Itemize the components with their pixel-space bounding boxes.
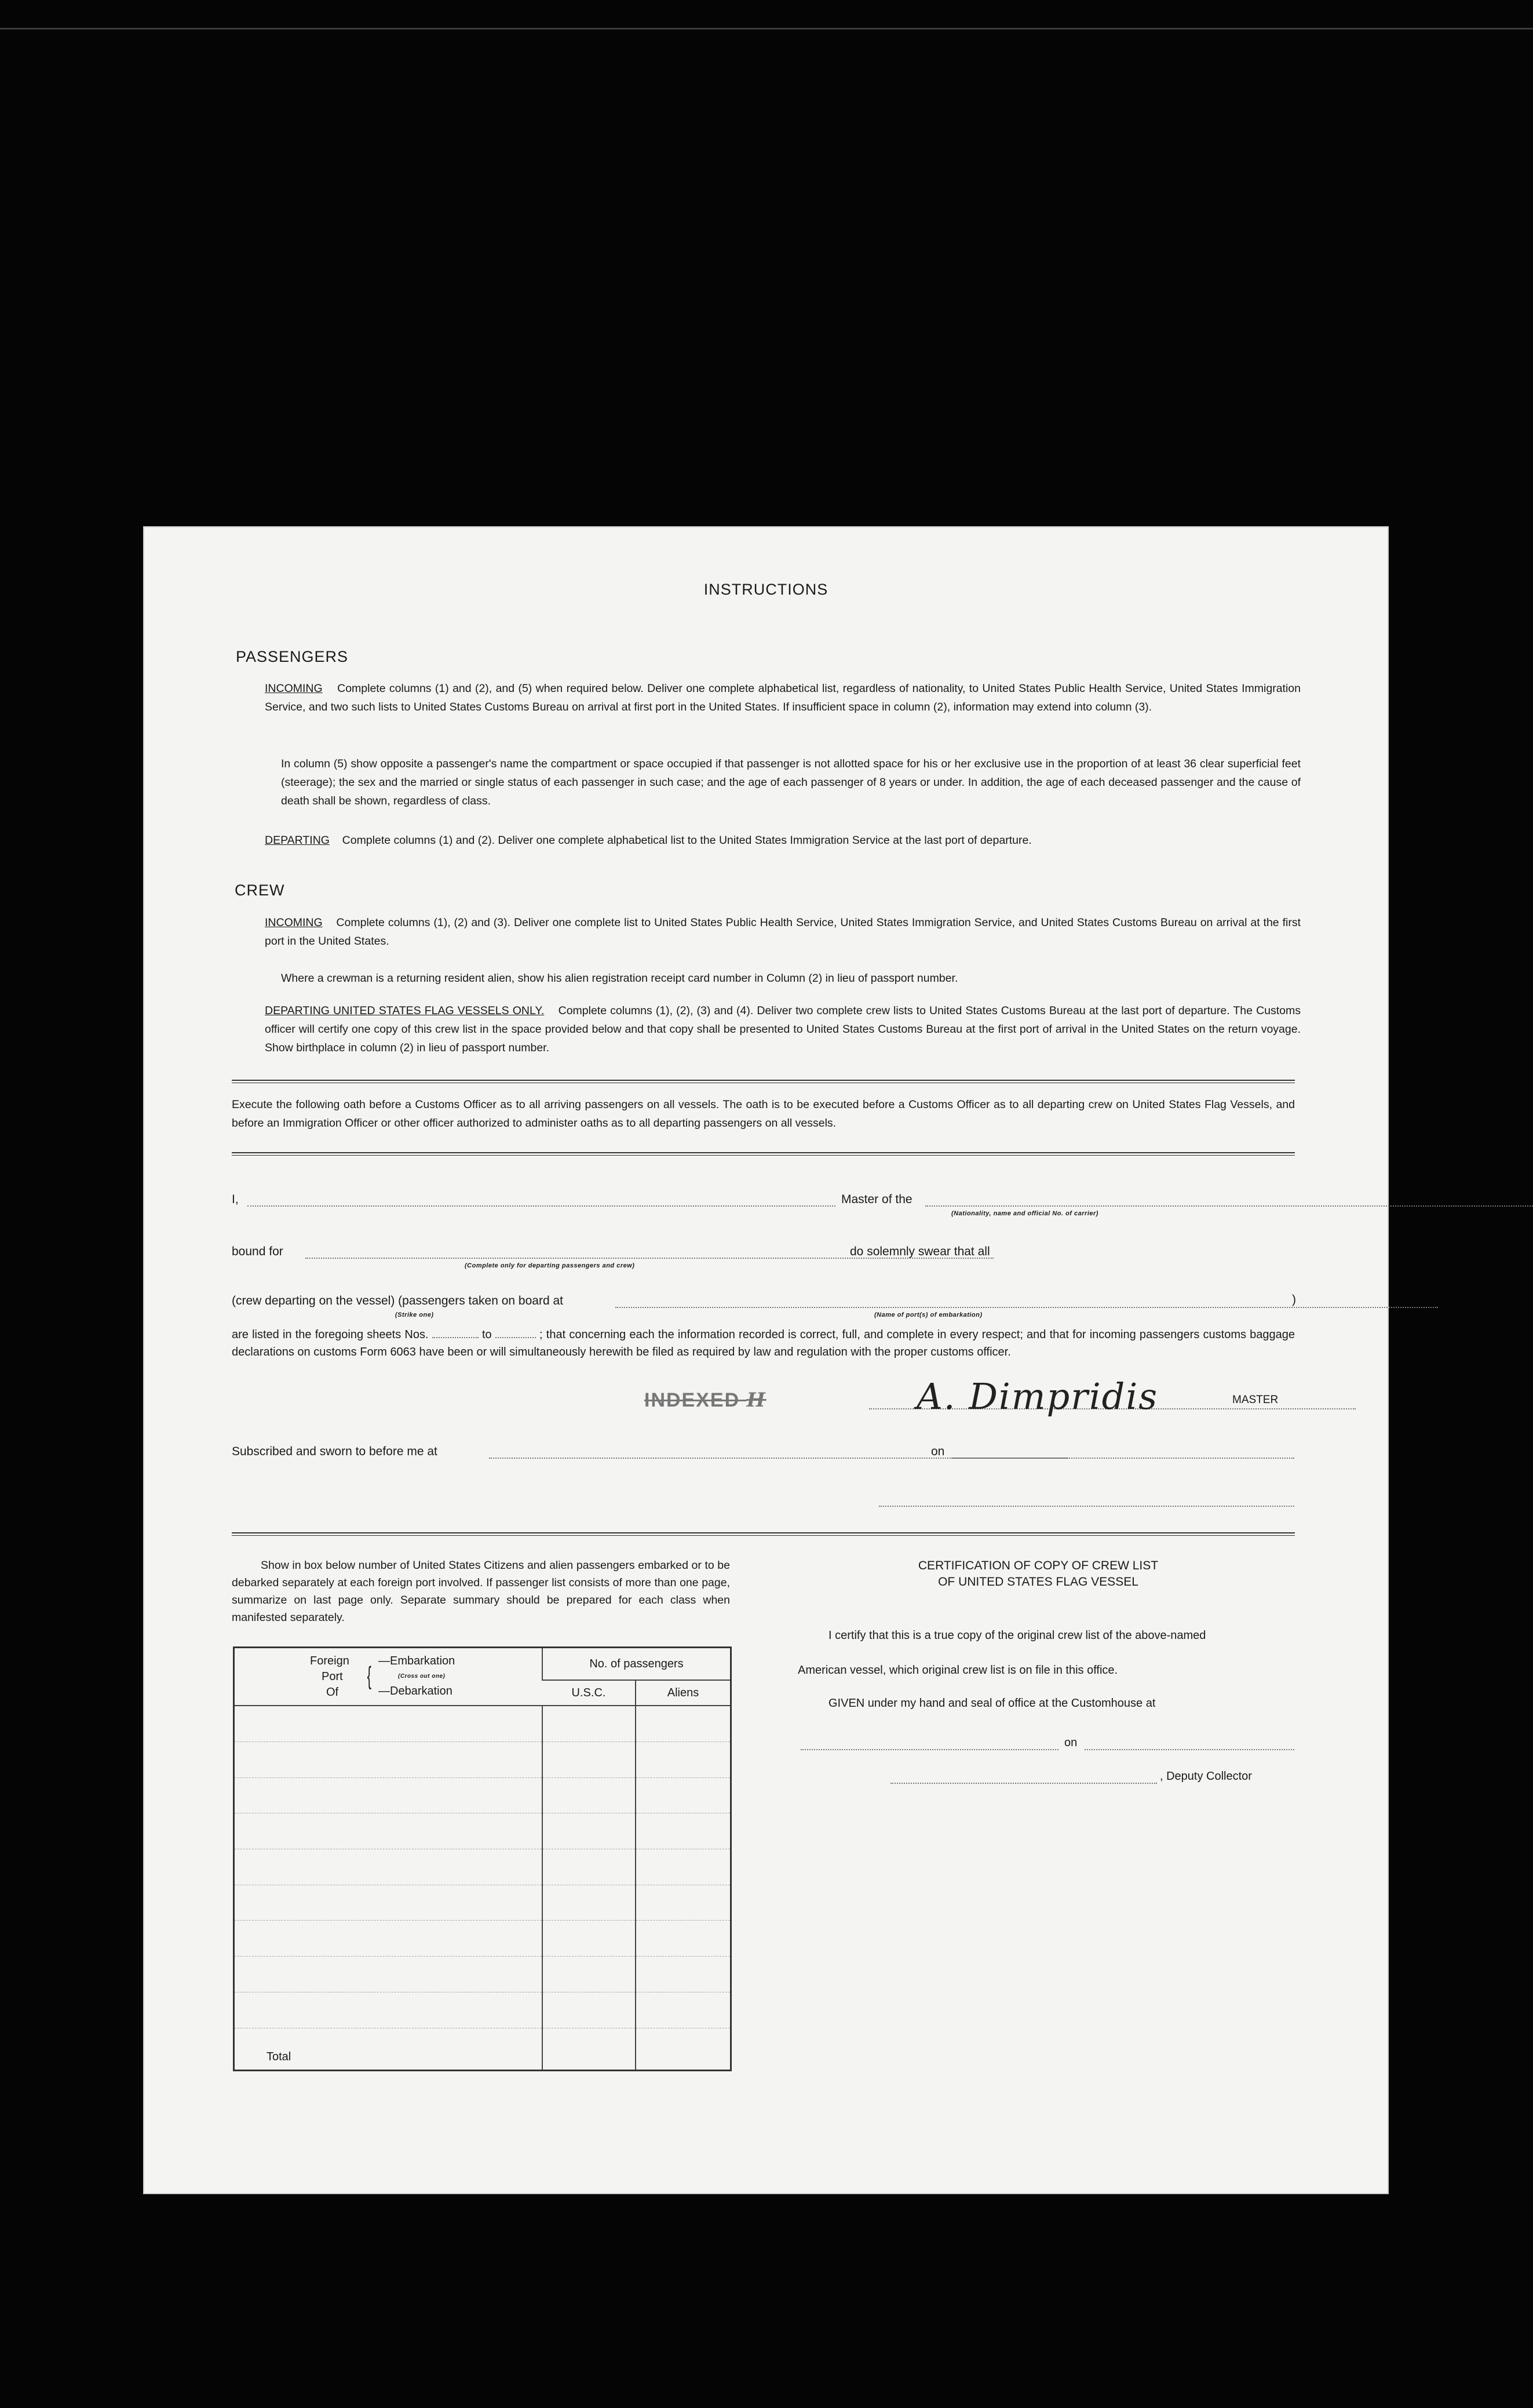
port-cell[interactable] <box>234 1885 543 1921</box>
crew-departing-paragraph <box>265 1001 1301 1057</box>
listed-paragraph <box>232 1326 1295 1361</box>
deputy-collector-label: , Deputy Collector <box>1160 1770 1252 1783</box>
listed-text-a: are listed in the foregoing sheets Nos. <box>232 1328 429 1341</box>
carrier-field[interactable] <box>925 1205 1533 1207</box>
aliens-cell[interactable] <box>636 1742 731 1777</box>
aliens-cell[interactable] <box>636 1813 731 1849</box>
debarkation-label: —Debarkation <box>378 1685 452 1698</box>
usc-cell[interactable] <box>542 1813 636 1849</box>
certification-on-label: on <box>1064 1736 1078 1749</box>
of-label: Of <box>326 1686 339 1699</box>
aliens-cell[interactable] <box>636 1849 731 1885</box>
passengers-departing-paragraph <box>265 831 1301 850</box>
crew-departing-text: Complete columns (1), (2), (3) and (4). Deliver two complete crew lists to United States Customs Bureau at the last port of departure. The Customs officer will certify one copy of this crew list in the space provided below and that copy shall be presented to United States Customs Bureau at the first port of arrival in the United States on the return voyage. Show birthplace in column (2) in lieu of passport number. <box>265 1004 1301 1054</box>
swear-label: do solemnly swear that all <box>850 1245 990 1258</box>
embarkation-port-field[interactable] <box>615 1307 1438 1308</box>
sheet-to-field[interactable] <box>495 1337 536 1338</box>
port-cell[interactable] <box>234 1957 543 1992</box>
port-cell[interactable] <box>234 1921 543 1957</box>
total-usc-cell[interactable] <box>542 2028 636 2070</box>
certification-line-3: GIVEN under my hand and seal of office at the Customhouse at <box>828 1697 1156 1710</box>
sworn-date-field[interactable] <box>951 1458 1294 1459</box>
certification-title-line-1: CERTIFICATION OF COPY OF CREW LIST <box>918 1559 1159 1572</box>
oath-instructions: Execute the following oath before a Customs Officer as to all arriving passengers on all vessels. The oath is to be executed before a Customs Officer as to all departing crew on United States Flag Vessels, and before an Immigration Officer or other officer authorized to administer oaths as to all departing passengers on all vessels. <box>232 1098 1295 1130</box>
certification-title-line-2: OF UNITED STATES FLAG VESSEL <box>938 1575 1138 1589</box>
strike-note: (Strike one) <box>395 1312 434 1318</box>
port-cell[interactable] <box>234 1706 543 1742</box>
passengers-heading: PASSENGERS <box>236 648 349 665</box>
usc-cell[interactable] <box>542 1921 636 1957</box>
certification-line-1: I certify that this is a true copy of the original crew list of the above-named <box>828 1629 1206 1642</box>
table-row <box>234 1992 731 2028</box>
aliens-cell[interactable] <box>636 1957 731 1992</box>
certification-date-field[interactable] <box>1085 1749 1294 1750</box>
table-row <box>234 1777 731 1813</box>
port-cell[interactable] <box>234 1992 543 2028</box>
usc-cell[interactable] <box>542 1777 636 1813</box>
total-aliens-cell[interactable] <box>636 2028 731 2070</box>
port-cell[interactable] <box>234 1742 543 1777</box>
crew-departing-label: DEPARTING UNITED STATES FLAG VESSELS ONLY. <box>265 1004 545 1017</box>
passengers-incoming-label: INCOMING <box>265 682 323 695</box>
departing-note: (Complete only for departing passengers and crew) <box>465 1262 635 1269</box>
port-cell[interactable] <box>234 1777 543 1813</box>
cross-out-note: (Cross out one) <box>398 1673 446 1680</box>
aliens-cell[interactable] <box>636 1885 731 1921</box>
indexed-stamp-text: INDEXED <box>644 1389 740 1411</box>
listed-text-b: ; that concerning each the information recorded is correct, full, and complete in every respect; and that for incoming passengers customs baggage declarations on customs Form 6063 have been or will simultaneously herewith be filed as required by law and regulation with the proper customs officer. <box>232 1328 1295 1358</box>
passengers-departing-label: DEPARTING <box>265 834 330 847</box>
crew-heading: CREW <box>235 881 285 899</box>
usc-cell[interactable] <box>542 1885 636 1921</box>
passengers-incoming-text: Complete columns (1) and (2), and (5) when required below. Deliver one complete alphabetical list, regardless of nationality, to United States Public Health Service, United States Immigration Service, and two such lists to United States Customs Bureau on arrival at first port in the United States. If insufficient space in column (2), information may extend into column (3). <box>265 682 1301 713</box>
foreign-label: Foreign <box>310 1655 349 1668</box>
total-label: Total <box>234 2028 543 2070</box>
crew-incoming-label: INCOMING <box>265 916 323 929</box>
aliens-cell[interactable] <box>636 1706 731 1742</box>
table-row <box>234 1813 731 1849</box>
aliens-cell[interactable] <box>636 1921 731 1957</box>
nationality-note: (Nationality, name and official No. of carrier) <box>951 1210 1098 1217</box>
brace-icon: { <box>367 1662 372 1691</box>
bound-for-label: bound for <box>232 1245 283 1258</box>
port-cell[interactable] <box>234 1813 543 1849</box>
close-paren: ) <box>1292 1293 1296 1306</box>
subscribed-label: Subscribed and sworn to before me at <box>232 1445 437 1458</box>
port-cell[interactable] <box>234 1849 543 1885</box>
passengers-departing-text: Complete columns (1) and (2). Deliver one complete alphabetical list to the United States Immigration Service at the last port of departure. <box>342 834 1032 847</box>
usc-cell[interactable] <box>542 1742 636 1777</box>
table-row <box>234 1921 731 1957</box>
crew-passengers-line: (crew departing on the vessel) (passengers taken on board at <box>232 1294 563 1307</box>
aliens-cell[interactable] <box>636 1777 731 1813</box>
embarkation-label: —Embarkation <box>378 1655 455 1668</box>
sheet-from-field[interactable] <box>432 1337 479 1338</box>
form-page <box>143 526 1389 2194</box>
passengers-column5-paragraph: In column (5) show opposite a passenger's name the compartment or space occupied if that passenger is not allotted space for his or her exclusive use in the proportion of at least 36 clear superficial feet (steerage); the sex and the married or single status of each passenger in such case; and the age of each passenger of 8 years or under. In addition, the age of each deceased passenger and the cause of death shall be shown, regardless of class. <box>281 757 1301 807</box>
customhouse-field[interactable] <box>801 1749 1058 1750</box>
usc-cell[interactable] <box>542 1706 636 1742</box>
oath-i-label: I, <box>232 1193 239 1206</box>
crew-incoming-paragraph <box>265 913 1301 950</box>
table-row <box>234 1849 731 1885</box>
master-signature: A. Dimpridis <box>917 1375 1159 1418</box>
page-title: INSTRUCTIONS <box>703 581 828 598</box>
crew-resident-paragraph: Where a crewman is a returning resident alien, show his alien registration receipt card number in Column (2) in lieu of passport number. <box>281 972 958 985</box>
port-label: Port <box>322 1670 343 1684</box>
table-row <box>234 1742 731 1777</box>
total-row <box>234 2028 731 2070</box>
aliens-cell[interactable] <box>636 1992 731 2028</box>
divider-2 <box>232 1152 1295 1156</box>
sworn-officer-field[interactable] <box>879 1506 1294 1507</box>
table-row <box>234 1885 731 1921</box>
crew-incoming-text: Complete columns (1), (2) and (3). Deliver one complete list to United States Public Health Service, United States Immigration Service, and United States Customs Bureau on arrival at the first port in the United States. <box>265 916 1301 948</box>
usc-cell[interactable] <box>542 1957 636 1992</box>
passenger-summary-table <box>233 1646 732 2071</box>
aliens-header: Aliens <box>636 1680 731 1706</box>
sworn-on-label: on <box>931 1445 945 1458</box>
table-row <box>234 1706 731 1742</box>
usc-header: U.S.C. <box>542 1680 636 1706</box>
usc-cell[interactable] <box>542 1849 636 1885</box>
master-of-label: Master of the <box>841 1193 913 1206</box>
table-row <box>234 1957 731 1992</box>
indexed-stamp-mark: H <box>746 1389 767 1412</box>
summary-instructions: Show in box below number of United States Citizens and alien passengers embarked or to be debarked separately at each foreign port involved. If passenger list consists of more than one page, summarize on last page only. Separate summary should be prepared for each class when manifested separately. <box>232 1559 730 1624</box>
listed-to: to <box>481 1328 492 1341</box>
port-note: (Name of port(s) of embarkation) <box>874 1312 983 1318</box>
master-name-field[interactable] <box>247 1205 835 1207</box>
indexed-stamp <box>644 1389 767 1412</box>
certification-line-2: American vessel, which original crew list is on file in this office. <box>798 1664 1118 1677</box>
divider-1 <box>232 1080 1295 1083</box>
usc-cell[interactable] <box>542 1992 636 2028</box>
certification-title <box>798 1558 1279 1590</box>
passengers-incoming-paragraph <box>265 679 1301 716</box>
port-header-cell <box>234 1648 543 1706</box>
scanner-top-line <box>0 28 1533 30</box>
master-label: MASTER <box>1232 1394 1279 1406</box>
deputy-signature-field[interactable] <box>890 1783 1157 1784</box>
divider-3 <box>232 1532 1295 1536</box>
no-passengers-header: No. of passengers <box>542 1648 731 1681</box>
